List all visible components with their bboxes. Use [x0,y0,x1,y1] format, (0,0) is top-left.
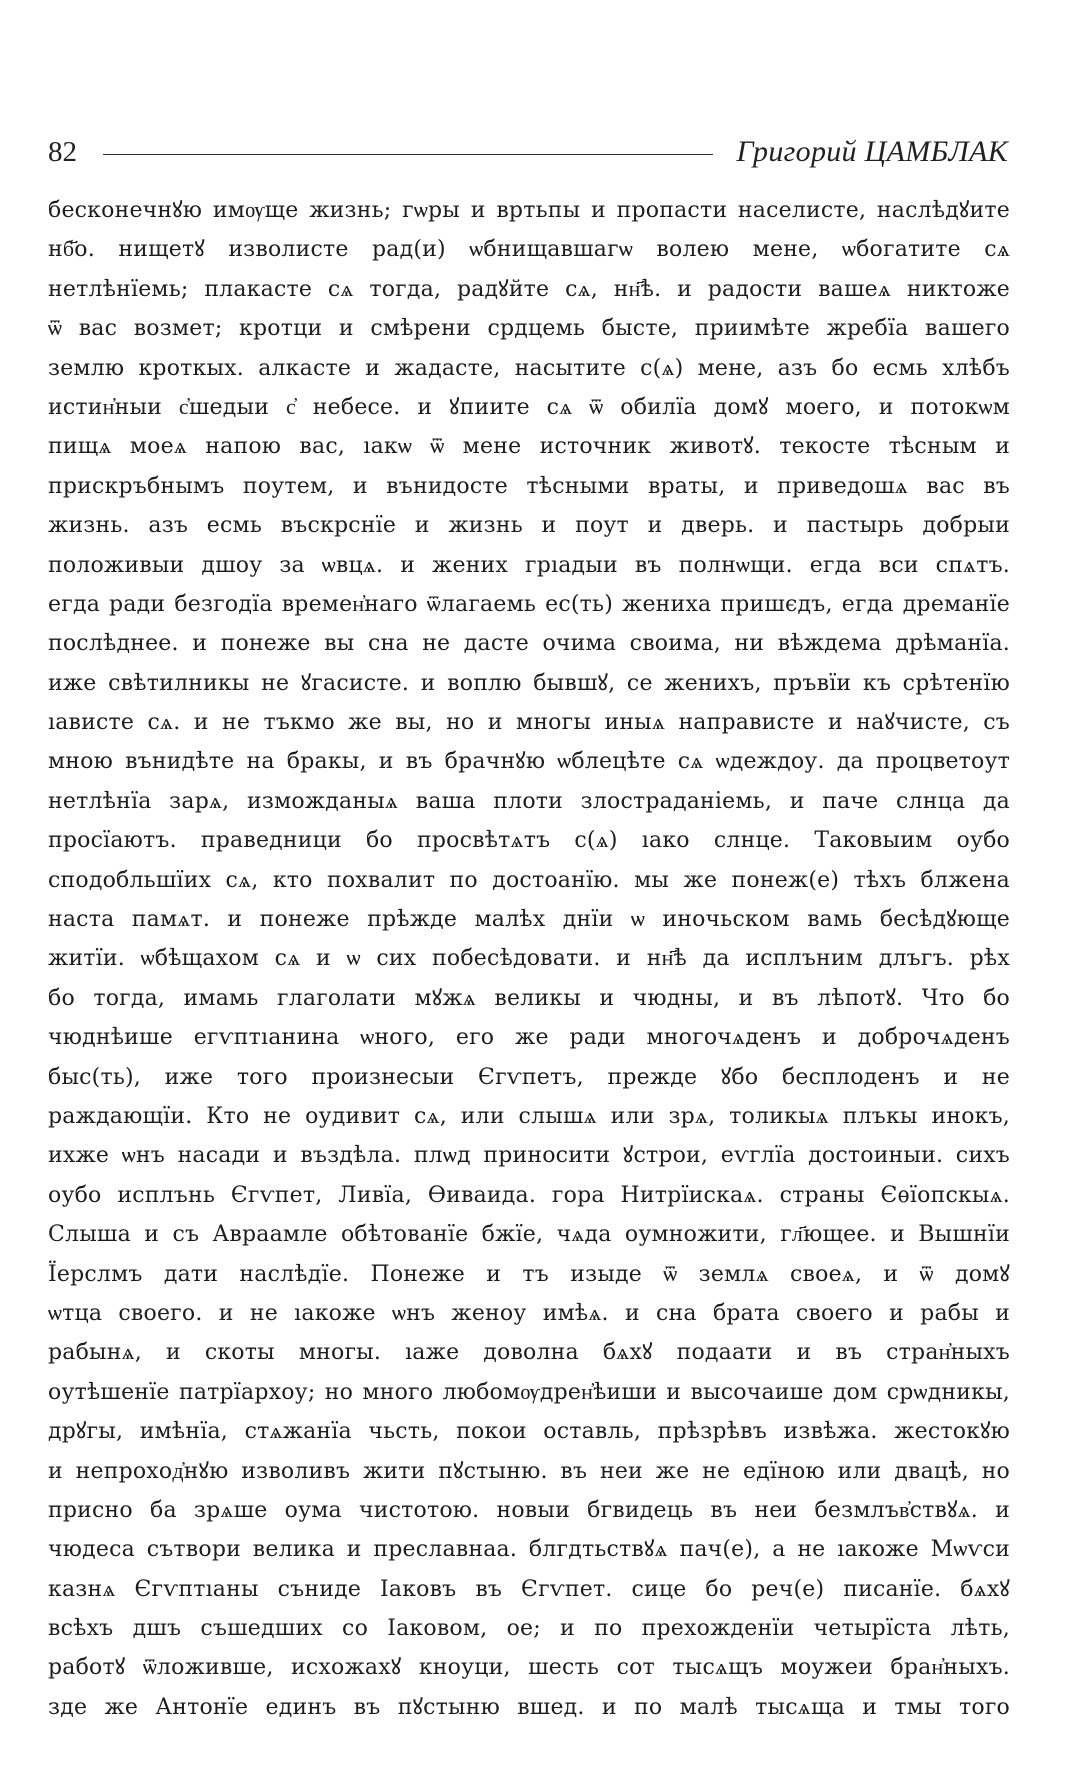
text-line: дрꙋгы, имѣнїа, стѧжанїа чьсть, покои оставль, прѣзрѣвъ извѣжа. жестокꙋю [48,1419,1010,1445]
text-line: егда ради безгодїа времен҆наго ѿлагаемь ес(ть) жениха пришєдъ, егда дреманїе [48,591,1010,617]
text-line: ихже ѡнъ насади и въздѣла. плѡд приносити ꙋстрои, еѵглїа достоиныи. сихъ [48,1143,1010,1169]
text-line: Їерслмъ дати наслѣдїе. Понеже и тъ изыде ѿ землѧ своеѧ, и ѿ домꙋ [48,1261,1010,1287]
text-line: оубо исплънь Єгѵпет, Ливїа, Ѳиваида. гора Нитрїискаѧ. страны Єѳїопскыѧ. [48,1182,1010,1208]
text-line: ıависте сѧ. и не тъкмо же вы, но и многы иныѧ направисте и наꙋчисте, съ [48,710,1010,736]
text-line: мною вънидѣте на бракы, и въ брачнꙋю ѡблецѣте сѧ ѡдеждоу. да процветоут [48,749,1010,775]
text-line: прискръбнымъ поутем, и вънидосте тѣсными враты, и приведошѧ вас въ [48,473,1010,499]
text-line: оутѣшенїе патрїархоу; но много любомѹдрен҆ѣиши и высочаише дом срѡдникы, [48,1379,1010,1405]
text-line: быс(ть), иже того произнесыи Єгѵпетъ, прежде ꙋбо бесплоденъ и не [48,1064,1010,1090]
running-header [48,132,1008,172]
text-line: Слыша и съ Авраамле обѣтованїе бжїе, чѧда оумножити, гл҃ющее. и Вышнїи [48,1222,1010,1248]
text-line: послѣднее. и понеже вы сна не дасте очима своима, ни вѣждема дрѣманїа. [48,631,1010,657]
text-line: бо тогда, имамь глаголати мꙋжѧ великы и чюдны, и въ лѣпотꙋ. Что бо [48,985,1010,1011]
text-line: казнѧ Єгѵптıаны съниде Іаковъ въ Єгѵпет. сице бо реч(е) писанїе. бѧхꙋ [48,1576,1010,1602]
text-line: жизнь. азъ есмь въскрснїе и жизнь и поут и дверь. и пастырь добрыи [48,513,1010,539]
text-line: нетлѣнїемь; плакасте сѧ тогда, радꙋйте сѧ, нн҃ѣ. и радости вашеѧ никтоже [48,276,1010,302]
text-line: нб҃о. нищетꙋ изволисте рад(и) ѡбнищавшагѡ волею мене, ѡбогатите сѧ [48,237,1010,263]
text-line: и непроход҆нꙋю изволивъ жити пꙋстыню. въ неи же не едїною или двацѣ, но [48,1458,1010,1484]
text-line: житїи. ѡбѣщахом сѧ и ѡ сих побесѣдовати. и нн҃ѣ да исплъним длъгъ. рѣх [48,946,1010,972]
text-line: чюдеса сътвори велика и преславнаа. блгдтьствꙋѧ пач(е), а не ıакоже Мѡѵси [48,1537,1010,1563]
text-line: пищѧ моеѧ напою вас, ıакѡ ѿ мене источник животꙋ. текосте тѣсным и [48,434,1010,460]
text-line: нетлѣнїа зарѧ, изможданыѧ ваша плоти злострадані̇емь, и паче слнца да [48,788,1010,814]
text-line: присно ба зрѧше оума чистотою. новыи бгвидець въ неи безмлъв҆ствꙋѧ. и [48,1497,1010,1523]
header-rule [103,154,713,155]
text-line: ѿ вас возмет; кротци и смѣрени срдцемь бысте, приимѣте жребїа вашего [48,316,1010,342]
text-line: ѡтца своего. и не ıакоже ѡнъ женоу имѣѧ. и сна брата своего и рабы и [48,1300,1010,1326]
page-number: 82 [48,135,77,168]
text-line: иже свѣтилникы не ꙋгасисте. и воплю бывшꙋ, се женихъ, пръвїи къ срѣтенїю [48,670,1010,696]
text-line: раждающїи. Кто не оудивит сѧ, или слышѧ или зрѧ, толикыѧ плъкы инокъ, [48,1103,1010,1129]
text-line: землю кроткых. алкасте и жадасте, насытите с(ѧ) мене, азъ бо есмь хлѣбъ [48,355,1010,381]
text-line: чюднѣише егѵптıанина ѡного, его же ради многочѧденъ и доброчѧденъ [48,1025,1010,1051]
text-line: рабынѧ, и скоты многы. ıаже доволна бѧхꙋ подаати и въ стран҆ныхъ [48,1340,1010,1366]
text-line: положивыи дшоу за ѡвцѧ. и жених грıадыи въ полнѡщи. егда вси спѧтъ. [48,552,1010,578]
author-name: Григорий ЦАМБЛАК [736,135,1008,168]
text-line: зде же Антонїе единъ въ пꙋстыню вшед. и по малѣ тысѧща и тмы того [48,1694,1010,1720]
body-text [48,191,1010,1727]
text-line: сподобльшїих сѧ, кто похвалит по достоанїю. мы же понеж(е) тѣхъ блжена [48,867,1010,893]
text-line: всѣхъ дшъ съшедших со Іаковом, ое; и по прехожденїи четырїста лѣть, [48,1616,1010,1642]
text-line: бесконечнꙋю имѹще жизнь; гѡры и вртьпы и пропасти населисте, наслѣдꙋите [48,198,1010,223]
text-line: просїаютъ. праведници бо просвѣтѧтъ с(ѧ) ıако слнце. Таковыим оубо [48,828,1010,854]
text-line: истин҆ныи с҆шедыи с҆ небесе. и ꙋпиите сѧ ѿ обилїа домꙋ моего, и потокѡм [48,394,1010,420]
text-line: наста памѧт. и понеже прѣжде малѣх днїи ѡ иночьском вамь бесѣдꙋюще [48,907,1010,933]
text-line: работꙋ ѿложивше, исхожахꙋ кноуци, шесть сот тысѧщъ моужеи бран҆ныхъ. [48,1655,1010,1681]
